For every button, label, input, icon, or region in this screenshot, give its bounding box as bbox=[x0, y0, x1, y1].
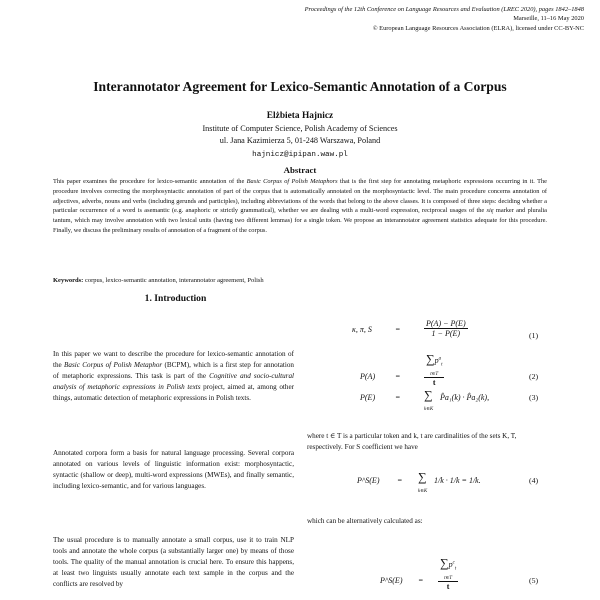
eq3-number: (3) bbox=[529, 393, 539, 402]
abstract-heading: Abstract bbox=[283, 165, 317, 175]
eq2-denominator: t bbox=[432, 377, 436, 387]
eq4-number: (4) bbox=[529, 476, 539, 485]
keywords-text: corpus, lexico-semantic annotation, interannotator agreement, Polish bbox=[83, 277, 264, 284]
eq1-number: (1) bbox=[529, 331, 539, 340]
eq5-lhs: P^S(E) bbox=[380, 576, 403, 585]
abstract-part-1: This paper examines the procedure for lexico-semantic annotation of the bbox=[53, 178, 247, 185]
right-text-1: where t ∈ T is a particular token and k, t are cardinalities of the sets K, T, respectively. For S coefficient we have bbox=[307, 432, 517, 451]
eq4-sum: ∑ k∈K bbox=[418, 470, 428, 494]
eq1-numerator: P(A) − P(E) bbox=[426, 319, 466, 328]
eq3-sum: ∑ k∈K bbox=[424, 388, 434, 412]
header-line-2: Marseille, 11–16 May 2020 bbox=[513, 15, 584, 23]
intro-p1-d: Cognitive and socio-cultural analysis of metaphoric expressions in Polish texts bbox=[53, 371, 294, 391]
eq5-denominator: t bbox=[446, 581, 450, 591]
eq4-rhs: 1/k · 1/k = 1/k. bbox=[434, 476, 481, 485]
eq2-fraction: $\sum p^a_t$ t∈T t bbox=[426, 352, 443, 387]
eq4-equals: = bbox=[397, 476, 403, 485]
header-line-3: © European Language Resources Association (ELRA), licensed under CC-BY-NC bbox=[372, 24, 584, 32]
eq3-rhs: P̂a₁(k) · P̂a₂(k), bbox=[440, 393, 490, 402]
eq5-number: (5) bbox=[529, 576, 539, 585]
keywords-label: Keywords: bbox=[53, 277, 84, 284]
sie-marker: się bbox=[486, 207, 494, 215]
intro-p1-b: Basic Corpus of Polish Metaphor bbox=[64, 360, 163, 369]
eq1-fraction bbox=[424, 319, 468, 338]
eq4-lhs: P^S(E) bbox=[357, 476, 380, 485]
eq2-subscript: t∈T bbox=[430, 371, 439, 377]
header-line-1: Proceedings of the 12th Conference on Language Resources and Evaluation (LREC 2020), pages 1842–1848 bbox=[304, 6, 584, 13]
abstract-text bbox=[53, 177, 547, 236]
eq1-denominator: 1 − P(E) bbox=[431, 329, 461, 338]
abstract-part-3: marker and pluralia tantum, which may involve annotation with two lexical units (having two different lemmas) for a single token. We propose an interannotator agreement statistics adequate for this procedure. Finally, we discuss the preliminary results of annotation of a fragment of the corpus. bbox=[53, 207, 547, 234]
author-name: Elżbieta Hajnicz bbox=[266, 111, 334, 121]
paper-title: Interannotator Agreement for Lexico-Semantic Annotation of a Corpus bbox=[93, 79, 507, 94]
eq2-lhs: P(A) bbox=[360, 372, 376, 381]
eq2-equals: = bbox=[395, 372, 401, 381]
intro-paragraph-2: Annotated corpora form a basis for natural language processing. Several corpora annotated on various levels of linguistic information exist: morphosyntactic, syntactic (shallow or deep), multi-word expressions (MWEs), and finally semantic, including lexico-semantic, and for various languages. bbox=[53, 449, 294, 490]
eq5-equals: = bbox=[418, 576, 424, 585]
intro-p1-a: In this paper we want to describe the procedure for lexico-semantic annotation of the bbox=[53, 350, 294, 369]
eq5-subscript: t∈T bbox=[444, 575, 453, 581]
eq3-subscript: k∈K bbox=[424, 407, 434, 412]
abstract-part-2: that is the first step for annotating metaphoric expressions occurring in it. The procedure involves correcting the morphosyntactic annotation of part of the corpus that is automatically annotated on the morphosyntactic level. The main procedure concerns annotation of adjectives, adverbs, nouns and verbs (including gerunds and participles), including abbreviations of the words that belong to the above classes. It is composed of three steps: deciding whether a particular occurrence of a word is asemantic (e.g. anaphoric or strictly grammatical), whether we are dealing with a multi-word expression, reciprocal usages of the bbox=[53, 178, 547, 215]
keywords bbox=[53, 277, 264, 284]
author-affiliation: Institute of Computer Science, Polish Academy of Sciences bbox=[202, 124, 398, 133]
eq3-lhs: P(E) bbox=[360, 393, 376, 402]
author-email[interactable]: hajnicz@ipipan.waw.pl bbox=[252, 151, 348, 159]
eq4-subscript: k∈K bbox=[418, 489, 428, 494]
intro-p1-c: (BCPM), which is a first step for annotation of metaphoric expressions. This task is part of the bbox=[53, 360, 294, 380]
eq5-fraction: $\sum p^c_t$ t∈T t bbox=[440, 556, 457, 591]
intro-p1-e: project, aimed at, among other things, automatic detection of metaphoric expressions in Polish texts. bbox=[53, 382, 294, 402]
author-address: ul. Jana Kazimierza 5, 01-248 Warszawa, Poland bbox=[219, 136, 381, 145]
corpus-name: Basic Corpus of Polish Metaphors bbox=[246, 178, 338, 185]
section-heading: 1. Introduction bbox=[144, 293, 207, 304]
right-text-2: which can be alternatively calculated as: bbox=[307, 517, 423, 525]
eq1-lhs: κ, π, S bbox=[352, 325, 372, 334]
eq2-number: (2) bbox=[529, 372, 539, 381]
eq3-equals: = bbox=[395, 393, 401, 402]
intro-paragraph-1 bbox=[53, 349, 294, 404]
intro-paragraph-3: The usual procedure is to manually annotate a small corpus, use it to train NLP tools and annotate the whole corpus (a substantially larger one) by means of those tools. The quality of the manual annotation is crucial here. To ensure this happens, at least two linguists usually annotate each text sample in the corpus and the conflicts are resolved by bbox=[53, 536, 294, 588]
conference-header bbox=[224, 5, 584, 33]
eq1-equals: = bbox=[395, 325, 401, 334]
